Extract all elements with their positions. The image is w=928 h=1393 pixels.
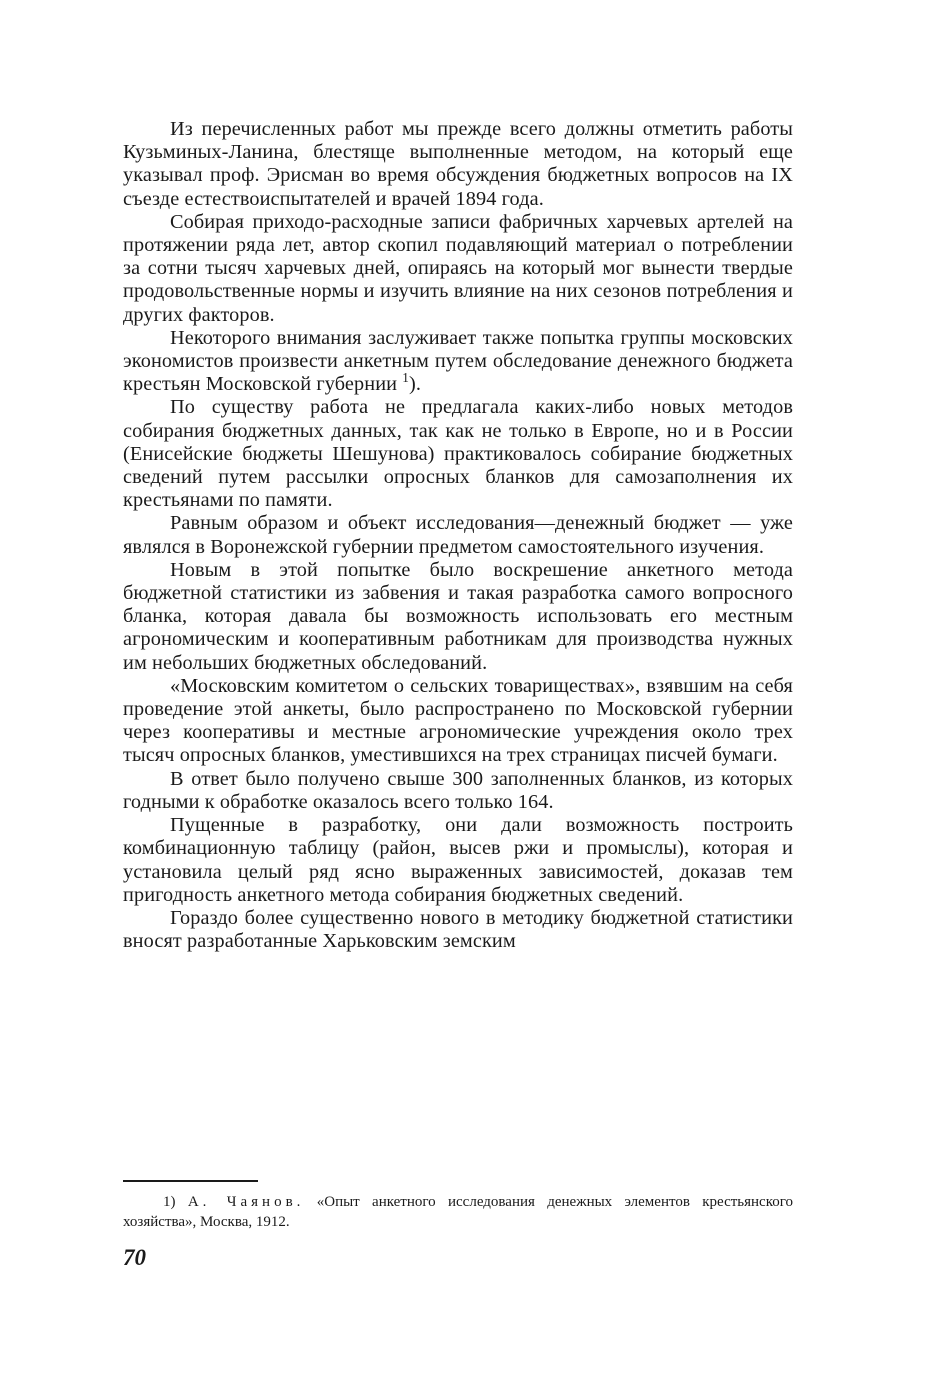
footnote [123, 1192, 793, 1232]
paragraph-8: В ответ было получено свыше 300 заполненных бланков, из которых годными к обработке оказалось всего только 164. [123, 767, 793, 813]
paragraph-9: Пущенные в разработку, они дали возможность построить комбинационную таблицу (район, высев ржи и промыслы), которая и установила целый ряд ясно выраженных зависимостей, доказав тем пригодность анкетного метода собирания бюджетных сведений. [123, 814, 793, 906]
footnote-reference-tail: ). [408, 373, 422, 396]
main-text [123, 118, 793, 953]
footnote-divider [123, 1180, 258, 1182]
footnote-marker: 1) [163, 1194, 176, 1210]
footnote-author: А. Чаянов. [187, 1194, 305, 1210]
paragraph-1: Из перечисленных работ мы прежде всего должны отметить работы Кузьминых-Ланина, блестяще выполненные методом, на который еще указывал проф. Эрисман во время обсуждения бюджетных вопросов на IX съезде естествоиспытателей и врачей 1894 года. [123, 118, 793, 210]
paragraph-3 [123, 327, 793, 397]
footnote-reference: 1 [402, 370, 409, 386]
paragraph-5: Равным образом и объект исследования—денежный бюджет — уже являлся в Воронежской губернии предметом самостоятельного изучения. [123, 512, 793, 558]
paragraph-2: Собирая приходо-расходные записи фабричных харчевых артелей на протяжении ряда лет, автор скопил подавляющий материал о потреблении за сотни тысяч харчевых дней, опираясь на который мог вынести твердые продовольственные нормы и изучить влияние на них сезонов потребления и других факторов. [123, 210, 793, 326]
paragraph-3-text: Некоторого внимания заслуживает также попытка группы московских экономистов произвести анкетным путем обследование денежного бюджета крестьян Московской губернии [123, 326, 793, 396]
footnote-text: «Опыт анкетного исследования денежных элементов крестьянского хозяйства», Москва, 1912. [123, 1194, 794, 1230]
paragraph-4: По существу работа не предлагала каких-либо новых методов собирания бюджетных данных, так как не только в Европе, но и в России (Енисейские бюджеты Шешунова) практиковалось собирание бюджетных сведений путем рассылки опросных бланков для самозаполнения их крестьянами по памяти. [123, 396, 793, 512]
paragraph-10: Гораздо более существенно нового в методику бюджетной статистики вносят разработанные Харьковским земским [123, 906, 793, 953]
paragraph-6: Новым в этой попытке было воскрешение анкетного метода бюджетной статистики из забвения и такая разработка самого вопросного бланка, которая давала бы возможность использовать его местным агрономическим и кооперативным работникам для производства нужных им небольших бюджетных обследований. [123, 558, 793, 674]
page-number: 70 [123, 1245, 146, 1270]
paragraph-7: «Московским комитетом о сельских товарищеcтвах», взявшим на себя проведение этой анкеты, было распространено по Московской губернии через кооперативы и местные агрономические учреждения около трех тысяч опросных бланков, уместившихся на трех страницах писчей бумаги. [123, 674, 793, 767]
